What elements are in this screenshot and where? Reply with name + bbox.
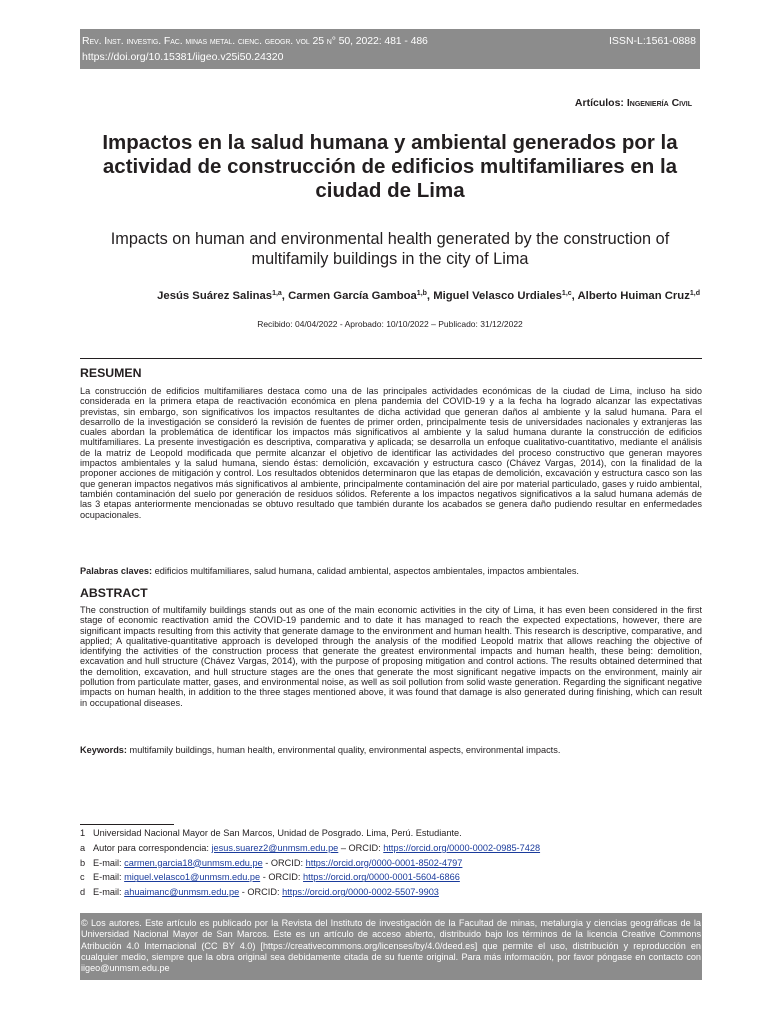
author-affiliation: 1,a — [272, 290, 282, 297]
section-label: Artículos: — [574, 97, 624, 109]
keywords-label: Keywords: — [80, 745, 127, 755]
author — [578, 290, 700, 302]
journal-header — [80, 29, 700, 69]
keywords-text: edificios multifamiliares, salud humana, calidad ambiental, aspectos ambientales, impactos ambientales. — [154, 566, 579, 576]
footnote-text: E-mail: — [93, 887, 122, 898]
footnote-mark: c — [80, 872, 85, 883]
journal-citation: Rev. Inst. investig. Fac. minas metal. cienc. geogr. vol 25 n° 50, 2022: 481 - 486 — [82, 35, 428, 47]
orcid-label: - ORCID: — [262, 872, 301, 883]
author — [288, 290, 427, 302]
footnote-mark: d — [80, 887, 86, 898]
footnote-mark: b — [80, 857, 86, 868]
doi-link[interactable]: https://doi.org/10.15381/iigeo.v25i50.24320 — [82, 51, 284, 63]
abstract-keywords — [80, 745, 702, 755]
divider — [80, 358, 702, 359]
footnote-mark: 1 — [80, 828, 86, 838]
author — [157, 290, 282, 302]
orcid-link[interactable]: https://orcid.org/0000-0002-0985-7428 — [383, 842, 541, 853]
author-name: Alberto Huiman Cruz — [577, 290, 690, 302]
email-link[interactable]: ahuaimanc@unmsm.edu.pe — [124, 887, 240, 898]
email-link[interactable]: miguel.velasco1@unmsm.edu.pe — [124, 872, 261, 883]
keywords-text: multifamily buildings, human health, environmental quality, environmental aspects, environmental impacts. — [129, 745, 561, 755]
section-category: Ingeniería Civil — [626, 97, 692, 109]
orcid-link[interactable]: https://orcid.org/0000-0002-5507-9903 — [282, 887, 439, 898]
footnote-author-b — [80, 856, 700, 871]
footnote-affiliation — [80, 826, 700, 841]
footnote-text: E-mail: — [93, 872, 122, 883]
orcid-label: - ORCID: — [265, 857, 304, 868]
orcid-label: – ORCID: — [340, 842, 381, 853]
abstract-heading: ABSTRACT — [80, 586, 148, 600]
title-spanish: Impactos en la salud humana y ambiental generados por la actividad de construcción de edificios multifamiliares en la ciudad de Lima — [102, 131, 678, 202]
license-box — [80, 913, 702, 980]
author-name: Miguel Velasco Urdiales — [433, 290, 562, 302]
footnotes — [80, 826, 700, 900]
footnote-author-d — [80, 885, 700, 900]
author-affiliation: 1,d — [689, 290, 700, 297]
footnote-text: Autor para correspondencia: — [93, 842, 209, 853]
resumen-body: La construcción de edificios multifamiliares destaca como una de las principales actividades económicas de la ciudad de Lima, incluso ha sido considerada en la primera etapa de reactivación económica en plena pandemia del COVID-19 y a la fecha ha logrado alcanzar las expectativas previstas, sin embargo, son significativos los impactos resultantes de dicha actividad que generan daños al ambiente y la salud humana. Para el desarrollo de la investigación se consideró la revisión de fuentes de primer orden, principalmente tesis de universidades nacionales y extranjeras las cuales abordan la problemática de identificar los impactos más significativos al ambiente y la salud humana durante la construcción de edificios multifamiliares. La presente investigación es descriptiva, comparativa y aplicada; se desarrolla un enfoque cualitativo-cuantitativo, mediante el análisis de la matriz de Leopold modificada que permite alcanzar el objetivo de identificar las actividades del proceso constructivo que generan mayores impactos ambientales y la salud humana, siendo éstas: demolición, excavación y estructura casco (Chávez Vargas, 2014), con la finalidad de la proponer acciones de mitigación y control. Los resultados obtenidos determinaron que las etapas de demolición, excavación y estructura casco son las que generan impactos negativos más significativos al ambiente, principalmente contaminación del aire por material particulado, gases y ruido ambiental, también contaminación del suelo por generación de residuos sólidos. Referente a los impactos negativos significativos a la salud humana además de las 3 etapas anteriormente mencionadas se obtuvo resultado que también durante los acabados se genera daño pudiendo resultar en enfermedades ocupacionales. — [80, 386, 702, 520]
issn: ISSN-L:1561-0888 — [609, 35, 696, 47]
author — [433, 290, 571, 302]
footnote-author-c — [80, 870, 700, 885]
author-affiliation: 1,b — [416, 290, 427, 297]
authors-line: Jesús Suárez Salinas$^{1,a}$, Carmen García Gamboa$^{1,b}$, Miguel Velasco Urdiales$^{1,c}$, Alberto Huiman Cruz$^{1,d}$ — [157, 290, 700, 302]
orcid-link[interactable]: https://orcid.org/0000-0001-8502-4797 — [305, 857, 463, 868]
keywords-label: Palabras claves: — [80, 566, 153, 576]
email-link[interactable]: jesus.suarez2@unmsm.edu.pe — [211, 842, 339, 853]
license-text: © Los autores. Este artículo es publicado por la Revista del Instituto de investigación de la Facultad de minas, metalurgia y ciencias geográficas de la Universidad Nacional Mayor de San Marcos. Este es un artículo de acceso abierto, distribuido bajo los términos de la licencia Creative Commons Atribución 4.0 Internacional (CC BY 4.0) [https://creativecommons.org/licenses/by/4.0/deed.es] que permite el uso, distribución y reproducción en cualquier medio, siempre que la obra original sea debidamente citada de su fuente original. Para más información, por favor póngase en contacto con iigeo@unmsm.edu.pe — [81, 918, 701, 974]
footnote-author-a — [80, 841, 700, 856]
author-affiliation: 1,c — [561, 290, 572, 297]
footnote-mark: a — [80, 842, 86, 853]
author-name: Carmen García Gamboa — [288, 290, 417, 302]
publication-dates: Recibido: 04/04/2022 - Aprobado: 10/10/2022 – Publicado: 31/12/2022 — [257, 319, 523, 329]
orcid-label: - ORCID: — [241, 887, 280, 898]
abstract-body: The construction of multifamily buildings stands out as one of the main economic activities in the city of Lima, it has even been considered in the first stage of economic reactivation amid the COVID-19 pandemic and to date it has managed to reach the expected expectations, however, there are significant impacts resulting from this activity that generate damage to the environment and human health. This research is descriptive, comparative, and applied; A qualitative-quantitative approach is developed through the analysis of the modified Leopold matrix that allows reaching the objective of identifying the activities of the construction process that generate the greatest environmental impacts and human health, these being: demolition, excavation and hull structure (Chávez Vargas, 2014), with the purpose of proposing mitigation and control actions. The results obtained determined that the demolition, excavation, and hull structure stages are the ones that generate the most significant negative impacts on the environment, mainly air pollution from particulate matter, gases, and environmental noise, as well as soil pollution from solid waste generation. Regarding the significant negative impacts on human health, in addition to the three stages mentioned above, it was found that damage is also generated during finishing, which can result in occupational diseases. — [80, 605, 702, 708]
resumen-heading: RESUMEN — [80, 366, 142, 380]
resumen-keywords — [80, 566, 702, 576]
footnote-text: Universidad Nacional Mayor de San Marcos, Unidad de Posgrado. Lima, Perú. Estudiante. — [93, 828, 462, 838]
footnote-divider — [80, 824, 174, 825]
orcid-link[interactable]: https://orcid.org/0000-0001-5604-6866 — [303, 872, 460, 883]
section-tag — [575, 97, 692, 109]
title-english: Impacts on human and environmental health generated by the construction of multifamily buildings in the city of Lima — [110, 230, 670, 268]
author-name: Jesús Suárez Salinas — [157, 290, 273, 302]
email-link[interactable]: carmen.garcia18@unmsm.edu.pe — [124, 857, 263, 868]
footnote-text: E-mail: — [93, 857, 122, 868]
